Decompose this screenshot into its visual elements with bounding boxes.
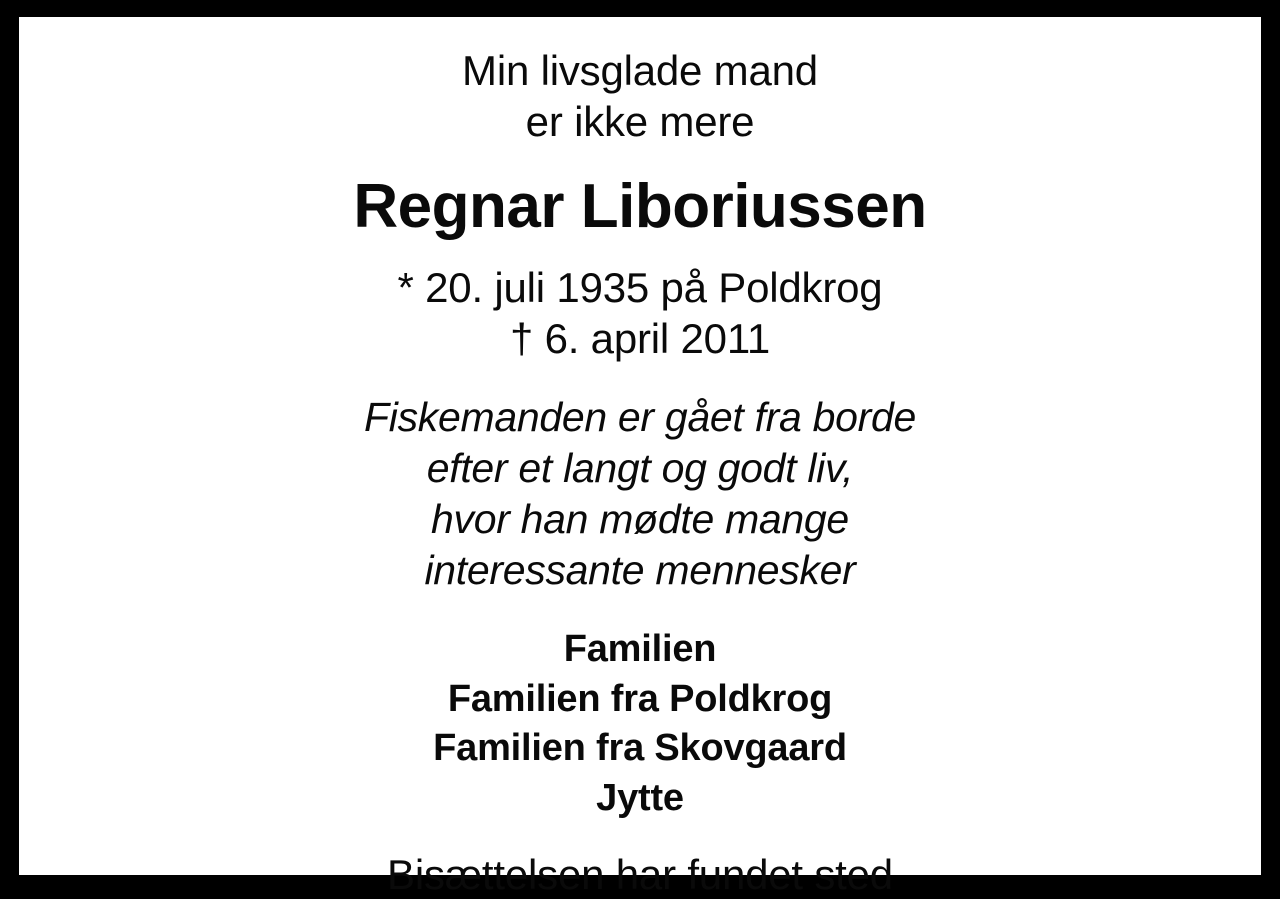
closing-note: Bisættelsen har fundet sted [387, 851, 893, 898]
signer-3: Familien fra Skovgaard [433, 727, 847, 770]
birth-line: * 20. juli 1935 på Poldkrog [397, 263, 883, 311]
intro-line-2: er ikke mere [525, 98, 755, 146]
signer-1: Familien [563, 628, 717, 671]
memorial-verse [364, 392, 916, 595]
verse-line-1: Fiskemanden er gået fra borde [364, 394, 916, 441]
death-line: † 6. april 2011 [509, 314, 771, 362]
intro-text [462, 45, 818, 147]
life-dates [398, 262, 883, 364]
obituary-card [16, 14, 1264, 898]
verse-line-4: interessante mennesker [424, 546, 856, 593]
signer-4: Jytte [596, 776, 684, 819]
intro-line-1: Min livsglade mand [462, 47, 818, 94]
signer-2: Familien fra Poldkrog [447, 677, 833, 720]
deceased-name: Regnar Liboriussen [353, 172, 927, 242]
verse-line-3: hvor han mødte mange [431, 495, 849, 542]
signers-list [433, 625, 847, 823]
verse-line-2: efter et langt og godt liv, [426, 444, 854, 491]
